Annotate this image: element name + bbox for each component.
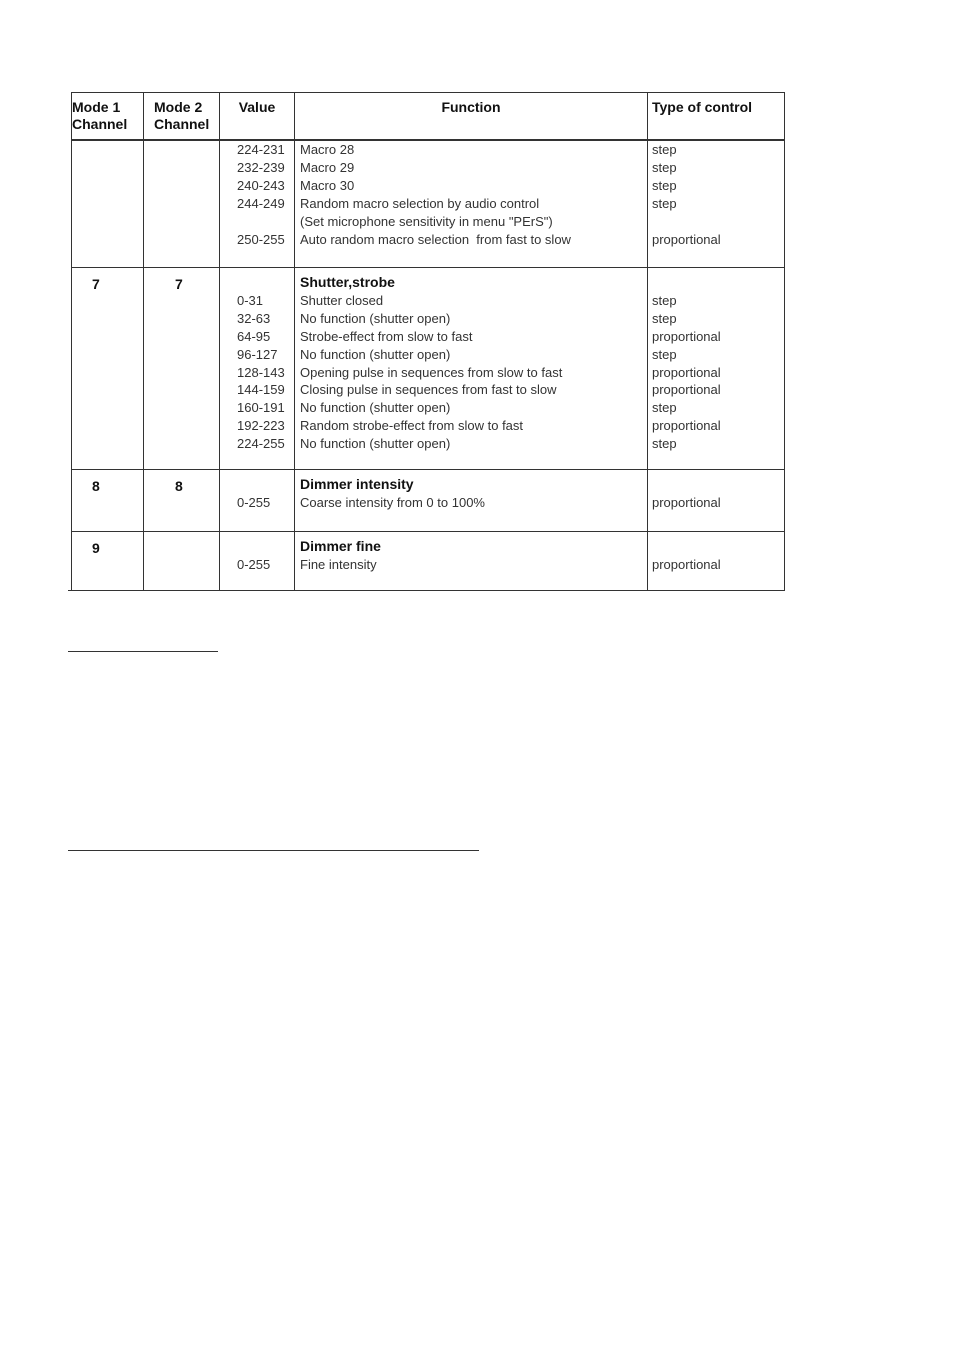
title-spacer: [652, 268, 784, 292]
title-spacer: [237, 470, 294, 494]
function-line: No function (shutter open): [300, 310, 451, 326]
value-line: 232-239: [237, 159, 285, 175]
function-cell: [295, 470, 648, 532]
title-spacer: [237, 532, 294, 556]
type-line: step: [652, 292, 677, 308]
header-function: Function: [295, 93, 648, 141]
value-cell: [220, 268, 295, 470]
function-line: Opening pulse in sequences from slow to fast: [300, 364, 563, 380]
value-line: 64-95: [237, 328, 271, 344]
type-line: proportional: [652, 364, 721, 380]
header-mode1-channel: Mode 1 Channel: [72, 93, 144, 141]
value-line: 250-255: [237, 231, 285, 247]
value-line: 224-231: [237, 142, 285, 157]
function-line: Random macro selection by audio control: [300, 195, 540, 211]
mode1-channel-cell: [72, 140, 144, 268]
function-line: No function (shutter open): [300, 436, 451, 452]
header-value: Value: [220, 93, 295, 141]
value-line: 244-249: [237, 195, 285, 211]
group-title: Shutter,strobe: [300, 274, 395, 290]
function-line: Coarse intensity from 0 to 100%: [300, 494, 485, 510]
type-cell: [648, 532, 785, 591]
type-line: step: [652, 310, 677, 326]
type-line: step: [652, 177, 677, 193]
function-line: Auto random macro selection from fast to slow: [300, 231, 571, 247]
group-title: Dimmer fine: [300, 538, 381, 554]
mode2-channel-cell: 7: [144, 268, 220, 470]
function-line: (Set microphone sensitivity in menu "PErS"): [300, 213, 553, 229]
value-line: 128-143: [237, 364, 285, 380]
header-type-of-control: Type of control: [648, 93, 785, 141]
type-line: proportional: [652, 231, 721, 247]
mode2-channel-cell: 8: [144, 470, 220, 532]
value-line: 0-31: [237, 292, 264, 308]
group-title: Dimmer intensity: [300, 476, 414, 492]
mode1-channel-cell: 7: [72, 268, 144, 470]
dmx-channel-table: [71, 92, 785, 591]
function-line: No function (shutter open): [300, 400, 451, 416]
mode1-channel-cell: 8: [72, 470, 144, 532]
function-cell: [295, 268, 648, 470]
header-mode2-channel: Mode 2 Channel: [144, 93, 220, 141]
table-row: [72, 532, 785, 591]
mode2-channel-cell: [144, 140, 220, 268]
value-cell: [220, 532, 295, 591]
function-line: Strobe-effect from slow to fast: [300, 328, 473, 344]
function-line: Shutter closed: [300, 292, 384, 308]
type-line: [652, 213, 784, 231]
type-line: step: [652, 142, 677, 157]
type-line: proportional: [652, 418, 721, 434]
function-line: Macro 29: [300, 159, 355, 175]
table-row: [72, 268, 785, 470]
table-row: [72, 140, 785, 268]
type-line: step: [652, 195, 677, 211]
value-line: 224-255: [237, 436, 285, 452]
function-line: Macro 28: [300, 142, 355, 157]
value-line: 192-223: [237, 418, 285, 434]
function-cell: [295, 140, 648, 268]
value-line: 96-127: [237, 346, 278, 362]
value-line: 240-243: [237, 177, 285, 193]
type-line: step: [652, 159, 677, 175]
value-line: 160-191: [237, 400, 285, 416]
mode2-channel-cell: [144, 532, 220, 591]
value-line: 0-255: [237, 494, 271, 510]
function-line: Macro 30: [300, 177, 355, 193]
title-spacer: [652, 470, 784, 494]
value-line: 32-63: [237, 310, 271, 326]
type-line: proportional: [652, 556, 721, 572]
function-line: Random strobe-effect from slow to fast: [300, 418, 524, 434]
title-spacer: [652, 532, 784, 556]
table-row: [72, 470, 785, 532]
function-line: No function (shutter open): [300, 346, 451, 362]
value-cell: [220, 470, 295, 532]
type-line: proportional: [652, 494, 721, 510]
type-line: step: [652, 436, 677, 452]
function-line: Closing pulse in sequences from fast to slow: [300, 382, 557, 398]
section-underline-2: [68, 651, 218, 652]
value-line: 0-255: [237, 556, 271, 572]
section-underline-1: [68, 590, 554, 591]
type-cell: [648, 140, 785, 268]
function-cell: [295, 532, 648, 591]
type-cell: [648, 470, 785, 532]
value-line: 144-159: [237, 382, 285, 398]
table-header-row: [72, 93, 785, 141]
title-spacer: [237, 268, 294, 292]
type-cell: [648, 268, 785, 470]
type-line: step: [652, 400, 677, 416]
mode1-channel-cell: 9: [72, 532, 144, 591]
type-line: step: [652, 346, 677, 362]
type-line: proportional: [652, 328, 721, 344]
section-underline-3: [68, 850, 479, 851]
value-cell: [220, 140, 295, 268]
type-line: proportional: [652, 382, 721, 398]
function-line: Fine intensity: [300, 556, 377, 572]
value-line: [237, 213, 294, 231]
